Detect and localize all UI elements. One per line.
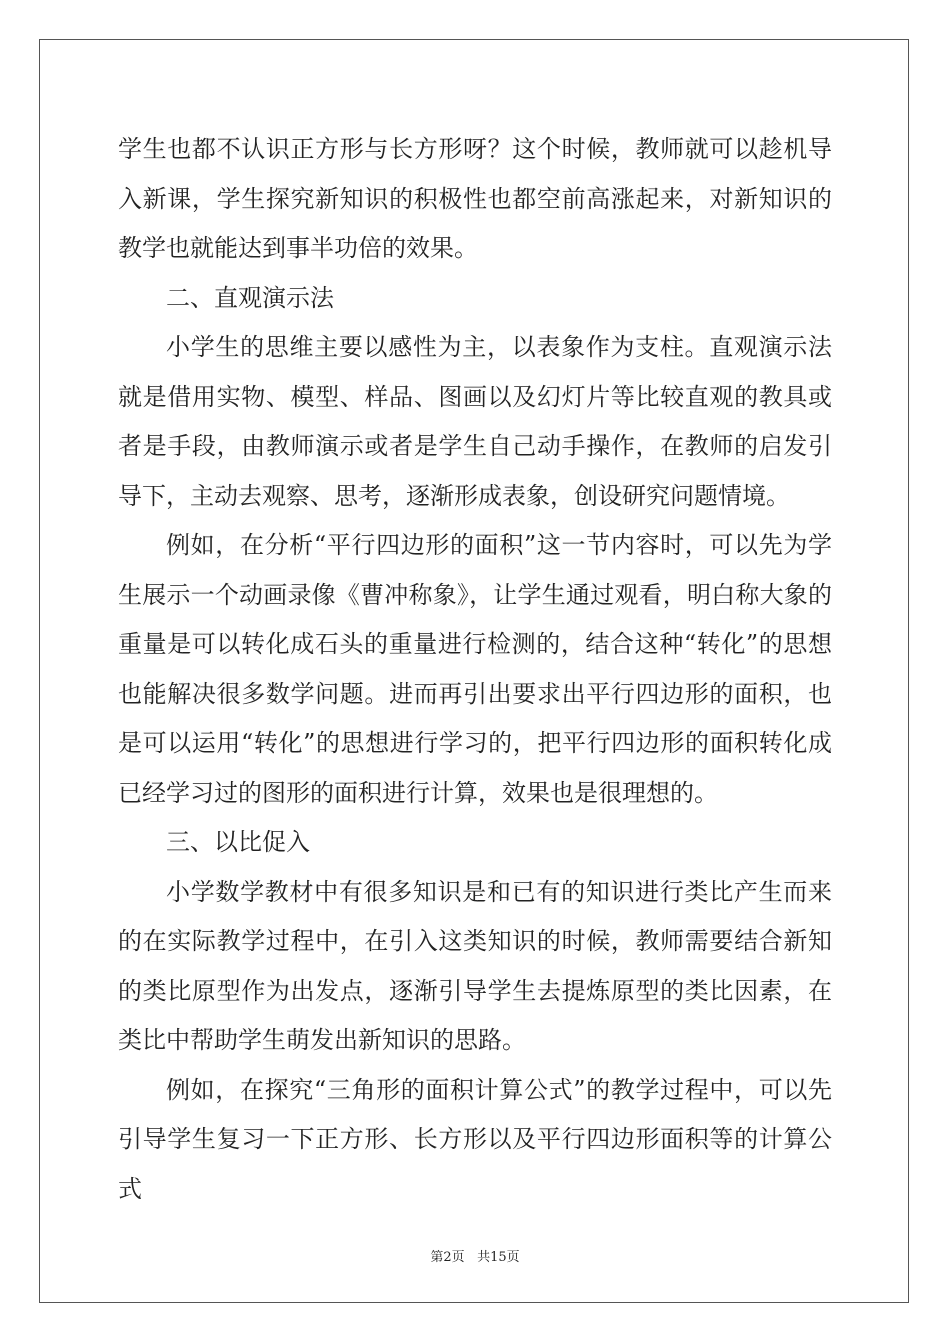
paragraph-4: 小学数学教材中有很多知识是和已有的知识进行类比产生而来的在实际教学过程中，在引入这类知识的时候，教师需要结合新知的类比原型作为出发点，逐渐引导学生去提炼原型的类比因素，在类比中帮助学生萌发出新知识的思路。 bbox=[118, 877, 832, 1054]
section-heading-2: 二、直观演示法 bbox=[166, 283, 334, 312]
paragraph-1: 学生也都不认识正方形与长方形呀？这个时候，教师就可以趁机导入新课，学生探究新知识的积极性也都空前高涨起来，对新知识的教学也就能达到事半功倍的效果。 bbox=[118, 135, 832, 262]
paragraph-3: 例如，在分析“平行四边形的面积”这一节内容时，可以先为学生展示一个动画录像《曹冲称象》，让学生通过观看，明白称大象的重量是可以转化成石头的重量进行检测的，结合这种“转化”的思想也能解决很多数学问题。进而再引出要求出平行四边形的面积，也是可以运用“转化”的思想进行学习的，把平行四边形的面积转化成已经学习过的图形的面积进行计算，效果也是很理想的。 bbox=[118, 531, 832, 807]
page-footer bbox=[0, 1246, 950, 1265]
page-total: 共15页 bbox=[477, 1250, 520, 1265]
page-number: 第2页 bbox=[430, 1250, 465, 1265]
paragraph-2: 小学生的思维主要以感性为主，以表象作为支柱。直观演示法就是借用实物、模型、样品、图画以及幻灯片等比较直观的教具或者是手段，由教师演示或者是学生自己动手操作，在教师的启发引导下，主动去观察、思考，逐渐形成表象，创设研究问题情境。 bbox=[118, 333, 832, 510]
paragraph-5: 例如，在探究“三角形的面积计算公式”的教学过程中，可以先引导学生复习一下正方形、长方形以及平行四边形面积等的计算公式 bbox=[118, 1075, 832, 1203]
document-body bbox=[118, 125, 832, 1214]
section-heading-3: 三、以比促入 bbox=[166, 828, 310, 856]
